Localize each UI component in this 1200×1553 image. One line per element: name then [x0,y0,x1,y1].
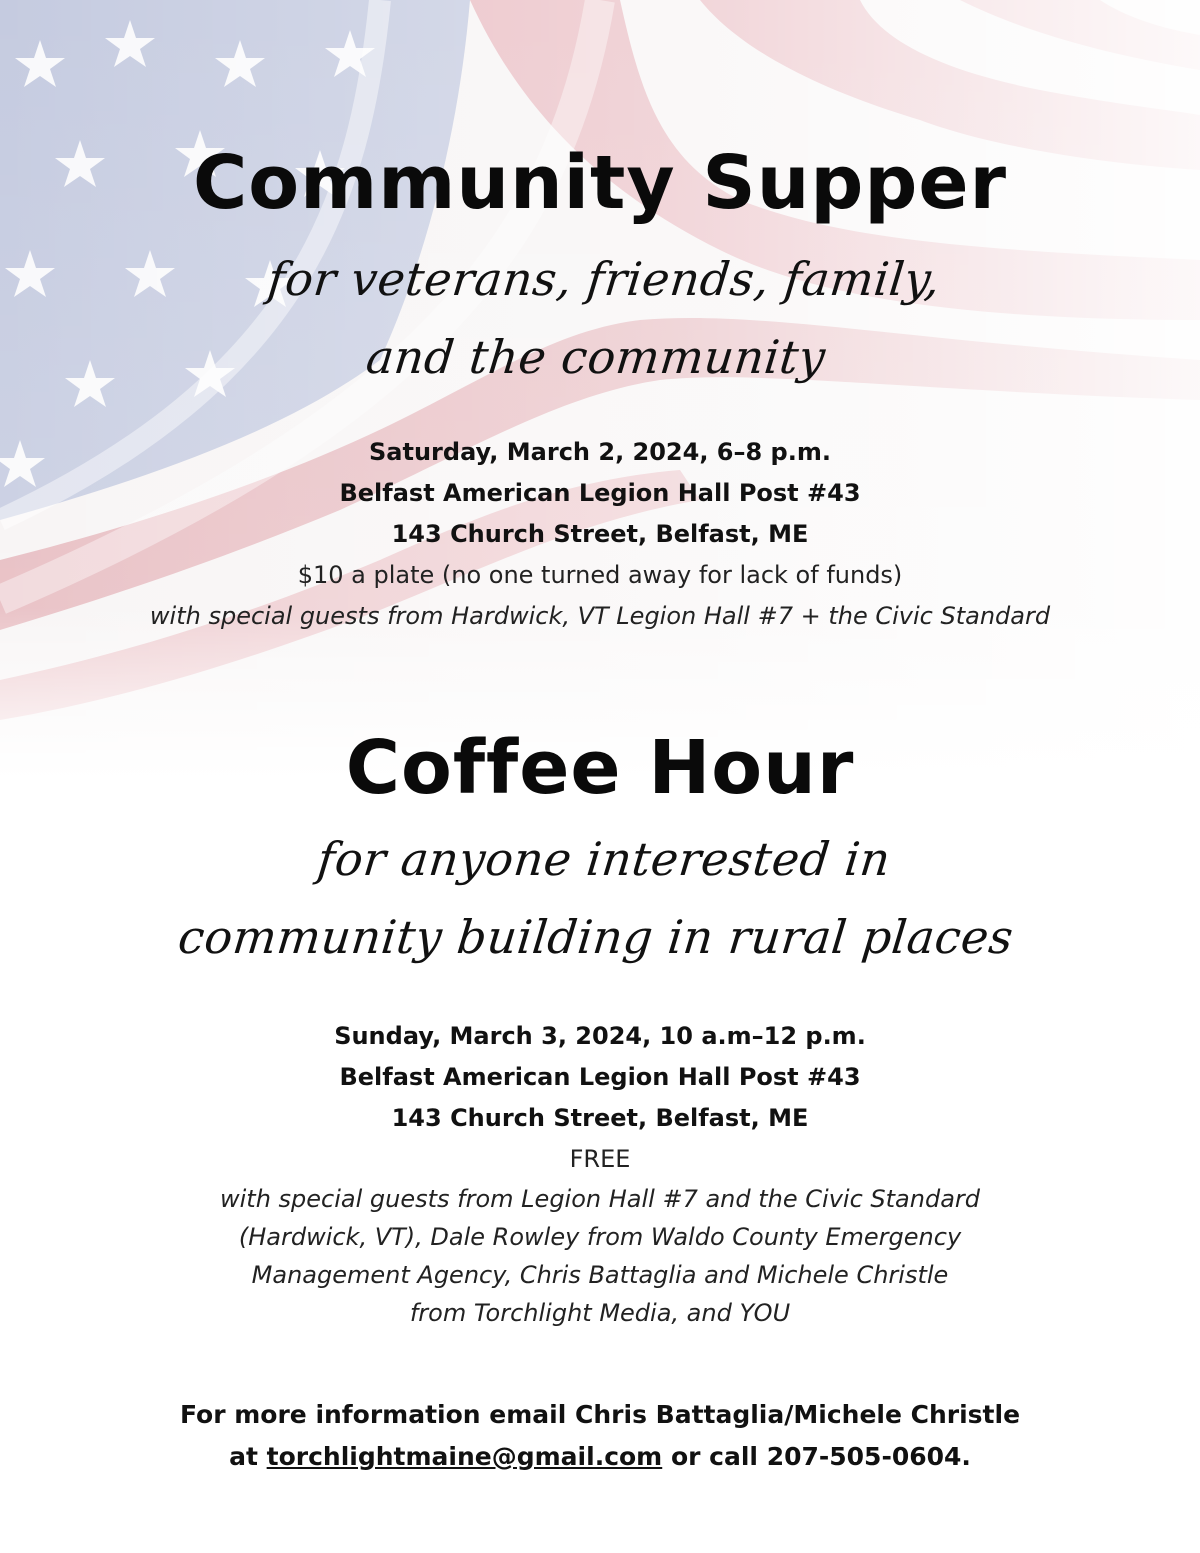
coffee-guests-line-4: from Torchlight Media, and YOU [409,1299,791,1327]
coffee-subtitle-line-1: for anyone interested in [314,832,894,886]
supper-subtitle [0,240,1200,396]
coffee-details [0,1016,1200,1332]
coffee-date-time: Sunday, March 3, 2024, 10 a.m–12 p.m. [334,1022,866,1050]
contact-suffix: or call 207-505-0604. [670,1442,971,1471]
coffee-title: Coffee Hour [345,725,855,811]
contact-prefix: at [229,1442,258,1471]
coffee-address: 143 Church Street, Belfast, ME [391,1104,809,1132]
supper-title: Community Supper [192,140,1008,226]
contact-info [0,1394,1200,1478]
supper-address: 143 Church Street, Belfast, ME [391,520,809,548]
supper-date-time: Saturday, March 2, 2024, 6–8 p.m. [369,438,831,466]
supper-venue: Belfast American Legion Hall Post #43 [339,479,861,507]
email-link[interactable]: torchlightmaine@gmail.com [266,1442,663,1471]
supper-details [0,432,1200,637]
contact-line-2 [0,1436,1200,1478]
coffee-guests-line-2: (Hardwick, VT), Dale Rowley from Waldo County Emergency [238,1223,962,1251]
supper-price: $10 a plate (no one turned away for lack of funds) [297,561,903,589]
supper-subtitle-line-2: and the community [363,330,829,384]
supper-guests: with special guests from Hardwick, VT Legion Hall #7 + the Civic Standard [149,602,1051,630]
coffee-guests-line-3: Management Agency, Chris Battaglia and Michele Christle [251,1261,949,1289]
supper-subtitle-line-1: for veterans, friends, family, [265,252,943,306]
contact-line-1: For more information email Chris Battaglia/Michele Christle [179,1400,1021,1429]
coffee-guests-line-1: with special guests from Legion Hall #7 and the Civic Standard [220,1185,980,1213]
coffee-subtitle-line-2: community building in rural places [175,910,1017,964]
coffee-venue: Belfast American Legion Hall Post #43 [339,1063,861,1091]
coffee-price: FREE [569,1145,631,1173]
coffee-subtitle [0,820,1200,976]
